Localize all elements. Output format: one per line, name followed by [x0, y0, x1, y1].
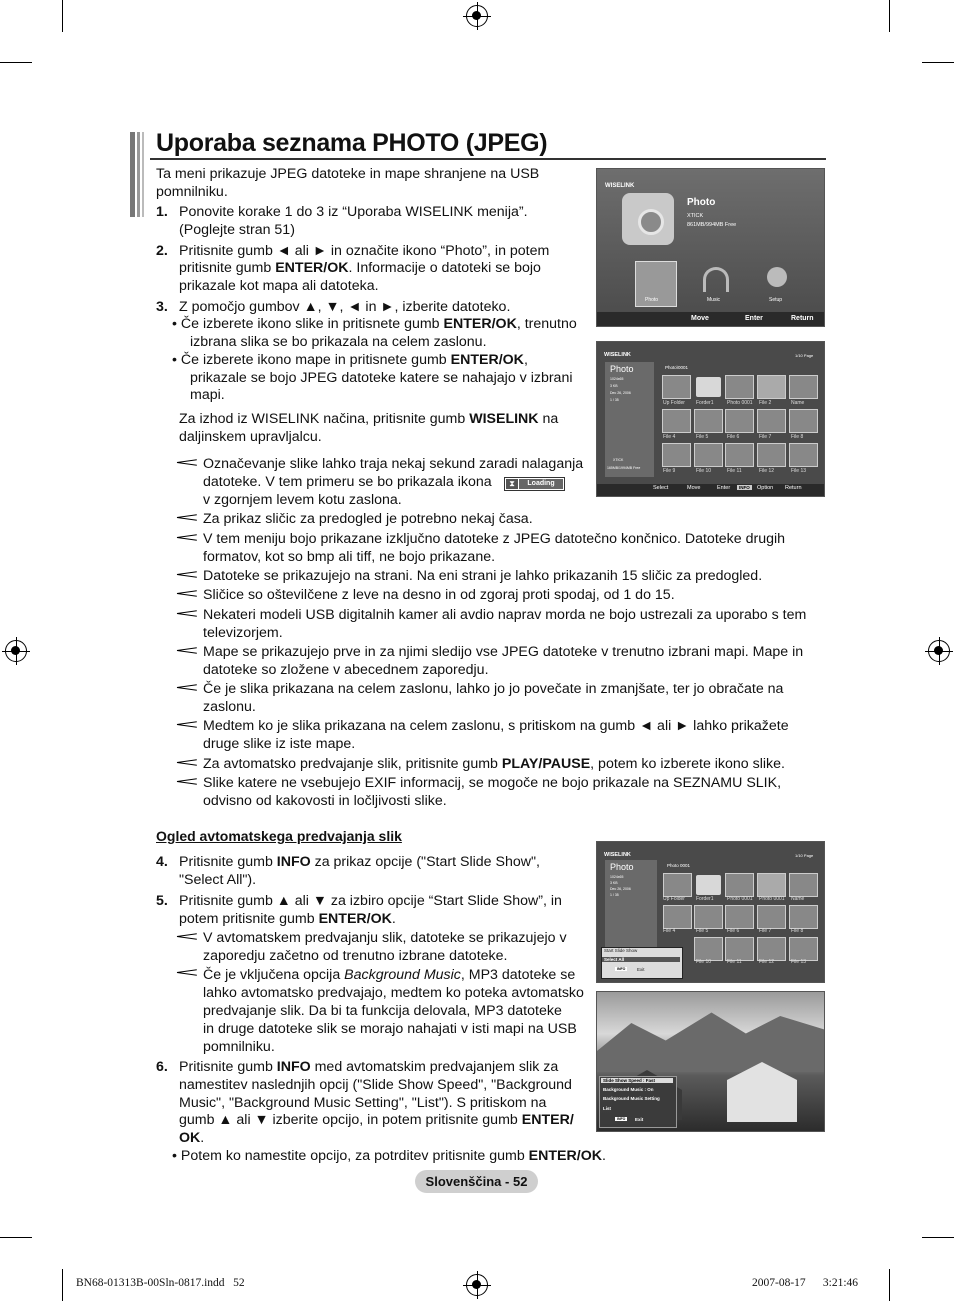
step-text: (Poglejte stran 51): [179, 222, 295, 238]
thumb[interactable]: [789, 409, 818, 433]
hourglass-icon: ⧗: [506, 479, 518, 489]
menu-icon-label: Photo: [645, 297, 659, 303]
bullet-text: prikazale se bojo JPEG datoteke katere se nahajajo v izbrani: [190, 370, 573, 386]
thumb-label: File 10: [696, 959, 712, 965]
info-key: INFO: [617, 1117, 626, 1121]
thumb-label: Photo 0001: [727, 896, 753, 902]
file-info: 1 / 35: [610, 893, 619, 897]
bullet-text: • Če izberete ikono slike in pritisnete gumb ENTER/OK, trenutno: [172, 316, 577, 332]
crop-mark: [922, 1237, 954, 1238]
wiselink-logo: WISELINK: [604, 352, 631, 358]
music-icon[interactable]: [703, 267, 729, 292]
step-text: namestitev naslednjih opcij ("Slide Show Speed", "Background: [179, 1077, 572, 1093]
menu-icon-label: Setup: [769, 297, 783, 303]
registration-mark-icon: [928, 640, 950, 662]
nav-move: Move: [687, 485, 701, 491]
note-text: V avtomatskem predvajanju slik, datoteke se prikazujejo v: [203, 930, 567, 946]
panel-label: Photo: [610, 364, 634, 374]
thumb[interactable]: [663, 905, 692, 929]
file-info: Dec 26, 2006: [610, 391, 631, 395]
step-text: pritisnite gumb ENTER/OK. Informacije o datoteki se bojo: [179, 260, 541, 276]
camera-icon: [622, 193, 674, 245]
screenshot-wiselink-menu: [596, 168, 825, 327]
thumb[interactable]: [662, 443, 691, 467]
thumb-label: File 5: [696, 434, 709, 440]
menu-item-exit[interactable]: Exit: [635, 1117, 644, 1122]
file-info: 1024x65: [610, 875, 624, 879]
menu-icon-label: Music: [707, 297, 721, 303]
page-indicator: 1/10 Page: [795, 853, 814, 858]
nav-select: Select: [653, 485, 669, 491]
thumb[interactable]: [789, 937, 818, 961]
thumb[interactable]: [757, 375, 786, 399]
thumb[interactable]: [789, 375, 818, 399]
thumb[interactable]: [694, 937, 723, 961]
file-info: 3 KB: [610, 881, 618, 885]
bullet-text: • Če izberete ikono mape in pritisnete gumb ENTER/OK,: [172, 352, 528, 368]
step-text: "Select All").: [179, 872, 257, 888]
note-arrow-icon: [177, 968, 199, 978]
thumb-label: File 2: [759, 400, 772, 406]
crop-mark: [0, 62, 32, 63]
bullet-text: mapi.: [190, 387, 225, 403]
step-text: Pritisnite gumb ◄ ali ► in označite ikono “Photo”, in potem: [179, 243, 550, 259]
thumb-label: File 5: [696, 928, 709, 934]
note-text: formatov, kot so bmp ali tiff, ne bojo prikazane.: [203, 549, 496, 565]
thumb-label: File 6: [727, 434, 740, 440]
step-number: 6.: [156, 1059, 168, 1075]
note-text: Datoteke se prikazujejo na strani. Na eni strani je lahko prikazanih 15 sličic za predogled.: [203, 568, 763, 584]
crop-mark: [889, 1269, 890, 1301]
free-space: 861MB/994MB Free: [687, 222, 737, 228]
note-text: in druge datoteke slik se morajo nahajati v isti mapi na USB: [203, 1021, 577, 1037]
nav-return: Return: [785, 485, 802, 491]
menu-item-background-music-setting[interactable]: Background Music Setting: [603, 1096, 660, 1101]
note-arrow-icon: [177, 570, 199, 580]
page-title: Uporaba seznama PHOTO (JPEG): [156, 129, 548, 157]
note-arrow-icon: [177, 646, 199, 656]
thumb[interactable]: [725, 873, 754, 897]
title-underline: [150, 158, 826, 160]
note-text: V tem meniju bojo prikazane izključno datoteke z JPEG datotečno končnico. Datoteke drugih: [203, 531, 786, 547]
step-number: 2.: [156, 243, 168, 259]
step-text: potem pritisnite gumb ENTER/OK.: [179, 911, 396, 927]
note-arrow-icon: [177, 720, 199, 730]
folder-icon[interactable]: [696, 875, 721, 895]
nav-bar: [597, 312, 824, 326]
thumb[interactable]: [725, 905, 754, 929]
thumb-label: File 12: [759, 959, 775, 965]
info-panel: [605, 860, 657, 948]
bullet-text: • Potem ko namestite opcijo, za potrditev pritisnite gumb ENTER/OK.: [172, 1148, 606, 1164]
intro-line: pomnilniku.: [156, 184, 228, 200]
note-text: Za prikaz sličic za predogled je potrebno nekaj časa.: [203, 511, 533, 527]
thumb[interactable]: [757, 873, 786, 897]
step-text: Pritisnite gumb ▲ ali ▼ za izbiro opcije “Start Slide Show”, in: [179, 893, 562, 909]
step-text: OK.: [179, 1130, 205, 1146]
thumb-label: File 11: [727, 959, 742, 965]
free-space: 165MB/1994MB Free: [607, 466, 641, 470]
note-arrow-icon: [177, 758, 199, 768]
thumb[interactable]: [725, 937, 754, 961]
note-arrow-icon: [177, 777, 199, 787]
thumb[interactable]: [694, 905, 723, 929]
nav-info: INFO: [739, 485, 750, 490]
device-name: XTICK: [613, 458, 624, 462]
note-text: v zgornjem levem kotu zaslona.: [203, 492, 402, 508]
menu-item-exit[interactable]: Exit: [637, 967, 645, 972]
note-text: Za avtomatsko predvajanje slik, pritisnite gumb PLAY/PAUSE, potem ko izberete ikono slike.: [203, 756, 785, 772]
note-text: pomnilniku.: [203, 1039, 275, 1055]
step-text: Za izhod iz WISELINK načina, pritisnite gumb WISELINK na: [179, 411, 559, 427]
crop-mark: [922, 62, 954, 63]
note-arrow-icon: [177, 533, 199, 543]
crop-mark: [0, 1237, 32, 1238]
note-text: Označevanje slike lahko traja nekaj sekund zaradi nalaganja: [203, 456, 584, 472]
thumb-label: File 8: [791, 434, 804, 440]
loading-label: Loading: [519, 479, 563, 489]
step-text: Ponovite korake 1 do 3 iz “Uporaba WISELINK menija”.: [179, 204, 528, 220]
note-text: Medtem ko je slika prikazana na celem zaslonu, s pritiskom na gumb ◄ ali ► lahko prikažete: [203, 718, 789, 734]
step-number: 1.: [156, 204, 168, 220]
thumb[interactable]: [662, 375, 691, 399]
thumb[interactable]: [757, 409, 786, 433]
crop-mark: [889, 0, 890, 32]
section-heading: Ogled avtomatskega predvajanja slik: [156, 828, 402, 844]
thumb-label: File 11: [727, 468, 742, 474]
title-bar-decoration: [130, 132, 135, 217]
menu-item-list[interactable]: List: [603, 1106, 612, 1111]
thumb[interactable]: [789, 873, 818, 897]
note-text: Slike katere ne vsebujejo EXIF informacij, se mogoče ne bojo prikazale na SEZNAMU SLIK,: [203, 775, 782, 791]
note-text: Če je slika prikazana na celem zaslonu, lahko jo jo povečate in zmanjšate, ter jo obračate na: [203, 681, 784, 697]
thumb[interactable]: [789, 443, 818, 467]
title-bar-decoration: [137, 132, 140, 217]
thumb-label: File 4: [663, 434, 676, 440]
step-text: Z pomočjo gumbov ▲, ▼, ◄ in ►, izberite datoteko.: [179, 299, 511, 315]
thumb-label: Up Folder: [663, 896, 685, 902]
note-text: zaporedju začetno od trenutno izbrane datoteke.: [203, 948, 508, 964]
note-text: Mape se prikazujejo prve in za njimi sledijo vse JPEG datoteke v trenutno izbrani mapi. Mape in: [203, 644, 804, 660]
registration-mark-icon: [466, 5, 488, 27]
thumb-label: File 9: [663, 468, 676, 474]
nav-return: Return: [791, 315, 814, 322]
screen-title: Photo: [687, 197, 716, 208]
step-text: Music", "Background Music Setting", "List"). S pritiskom na: [179, 1095, 547, 1111]
crop-mark: [62, 0, 63, 32]
thumb[interactable]: [789, 905, 818, 929]
thumb-label: File 8: [791, 928, 804, 934]
thumb-label: Name: [791, 896, 805, 902]
note-text: odvisno od kakovosti in ločljivosti slike.: [203, 793, 447, 809]
note-arrow-icon: [177, 589, 199, 599]
info-key: INFO: [617, 967, 626, 971]
screenshot-photo-list: [596, 341, 825, 497]
footer-date: 2007-08-17 3:21:46: [752, 1277, 859, 1289]
note-arrow-icon: [177, 609, 199, 619]
step-text: Pritisnite gumb INFO med avtomatskim predvajanjem slik za: [179, 1059, 559, 1075]
thumb[interactable]: [725, 409, 754, 433]
thumb[interactable]: [757, 937, 786, 961]
wiselink-logo: WISELINK: [604, 852, 631, 858]
file-info: 3 KB: [610, 384, 618, 388]
thumb-label: File 4: [663, 928, 676, 934]
thumb-label: File 13: [791, 468, 807, 474]
note-text: lahko avtomatsko predvajajo, medtem ko poteka avtomatsko: [203, 985, 584, 1001]
thumb-label: Name: [791, 400, 805, 406]
file-info: Dec 26, 2006: [610, 887, 631, 891]
note-arrow-icon: [177, 513, 199, 523]
intro-line: Ta meni prikazuje JPEG datoteke in mape shranjene na USB: [156, 166, 540, 182]
menu-item-background-music[interactable]: Background Music : On: [603, 1087, 654, 1092]
thumb-label: File 13: [791, 959, 807, 965]
step-number: 3.: [156, 299, 168, 315]
thumb-label: File 7: [759, 434, 772, 440]
file-info: 1 / 35: [610, 398, 619, 402]
thumb-label: File 12: [759, 468, 775, 474]
note-text: televizorjem.: [203, 625, 283, 641]
thumb[interactable]: [694, 409, 723, 433]
thumb-label: Up Folder: [663, 400, 685, 406]
note-text: datoteke. V tem primeru se bo prikazala ikona: [203, 474, 492, 490]
menu-item-select-all[interactable]: Select All: [602, 957, 680, 962]
thumb[interactable]: [757, 905, 786, 929]
step-number: 5.: [156, 893, 168, 909]
note-arrow-icon: [177, 683, 199, 693]
note-text: Sličice so oštevilčene z leve na desno in od zgoraj proti spodaj, od 1 do 15.: [203, 587, 675, 603]
note-arrow-icon: [177, 932, 199, 942]
panel-label: Photo: [610, 862, 634, 872]
device-name: XTICK: [687, 213, 704, 219]
thumb-label: File 6: [727, 928, 740, 934]
thumb[interactable]: [662, 409, 691, 433]
page-number-badge: Slovenščina - 52: [415, 1170, 538, 1193]
thumb-label: File 7: [759, 928, 772, 934]
note-text: datoteke so zložene v abecednem zaporedju.: [203, 662, 489, 678]
note-text: druge slike iz iste mape.: [203, 736, 356, 752]
thumb[interactable]: [663, 873, 692, 897]
note-text: zaslonu.: [203, 699, 256, 715]
nav-option: Option: [757, 485, 774, 491]
thumb[interactable]: [725, 375, 754, 399]
thumb[interactable]: [694, 443, 723, 467]
screenshot-slideshow-menu: [596, 841, 825, 983]
thumb[interactable]: [757, 443, 786, 467]
file-info: 1024x65: [610, 377, 624, 381]
nav-move: Move: [691, 315, 709, 322]
screenshot-slideshow-photo: [596, 991, 825, 1132]
nav-enter: Enter: [717, 485, 731, 491]
step-text: prikazale kot mapa ali datoteka.: [179, 278, 379, 294]
step-text: daljinskem upravljalcu.: [179, 429, 322, 445]
folder-icon[interactable]: [696, 377, 721, 397]
thumb-label: Forder1: [696, 896, 714, 902]
wiselink-logo: WISELINK: [605, 183, 635, 189]
page-indicator: 1/10 Page: [795, 353, 814, 358]
path-label: Photo 0001: [667, 863, 691, 868]
note-text: Če je vključena opcija Background Music, MP3 datoteke se: [203, 967, 576, 983]
thumb-label: Photo 0001: [727, 400, 753, 406]
step-text: Pritisnite gumb INFO za prikaz opcije ("Start Slide Show",: [179, 854, 540, 870]
mountain-shape: [597, 1002, 825, 1072]
menu-item-start-slide-show[interactable]: Start Slide Show: [604, 948, 638, 953]
title-bar-decoration: [142, 132, 144, 217]
crop-mark: [62, 1269, 63, 1301]
nav-enter: Enter: [745, 315, 763, 322]
path-label: Photo\0001: [665, 365, 689, 370]
loading-indicator: [504, 477, 565, 491]
thumb-label: Forder1: [696, 400, 714, 406]
step-text: gumb ▲ ali ▼ izberite opcijo, in potem pritisnite gumb ENTER/: [179, 1112, 574, 1128]
registration-mark-icon: [5, 640, 27, 662]
thumb[interactable]: [725, 443, 754, 467]
thumb-label: File 10: [696, 468, 712, 474]
footer-filename: BN68-01313B-00Sln-0817.indd 52: [76, 1277, 245, 1289]
bullet-text: izbrana slika se bo prikazala na celem zaslonu.: [190, 334, 487, 350]
note-text: Nekateri modeli USB digitalnih kamer ali avdio naprav morda ne bojo ustrezali za uporabo s tem: [203, 607, 807, 623]
registration-mark-icon: [466, 1274, 488, 1296]
note-text: predvajanje slik. Da bi ta funkcija delovala, MP3 datoteke: [203, 1003, 562, 1019]
menu-item-slide-show-speed[interactable]: Slide Show Speed : Fast: [601, 1078, 673, 1083]
thumb-label: Photo 0001: [759, 896, 785, 902]
step-number: 4.: [156, 854, 168, 870]
setup-icon[interactable]: [767, 267, 787, 287]
note-arrow-icon: [177, 458, 199, 468]
